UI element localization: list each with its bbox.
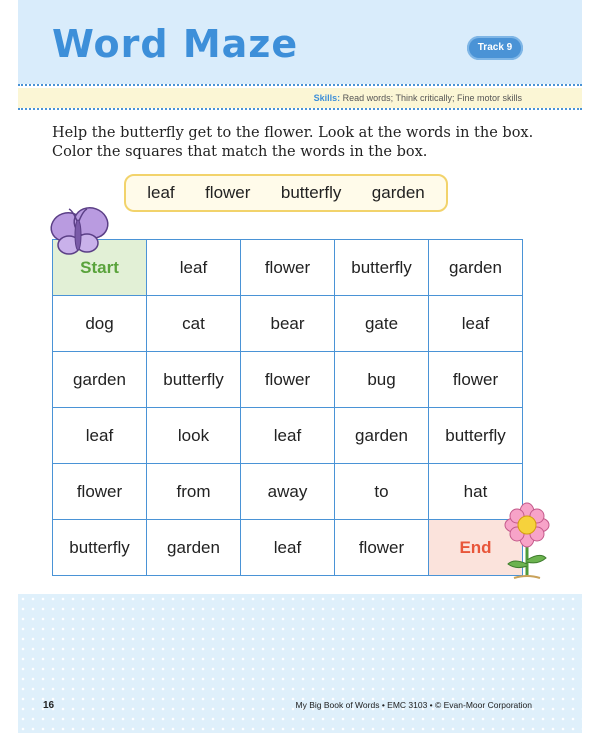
maze-cell[interactable]: butterfly <box>429 408 523 464</box>
maze-cell[interactable]: garden <box>147 520 241 576</box>
word-box-item: flower <box>205 183 251 202</box>
maze-cell[interactable]: flower <box>241 240 335 296</box>
maze-row <box>53 296 523 352</box>
track-badge: Track 9 <box>467 36 523 60</box>
maze-cell[interactable]: garden <box>53 352 147 408</box>
footer-band <box>18 594 582 733</box>
maze-cell[interactable]: flower <box>335 520 429 576</box>
page-number: 16 <box>43 700 55 711</box>
maze-cell[interactable]: flower <box>429 352 523 408</box>
instruction-line: Help the butterfly get to the flower. Look at the words in the box. <box>52 125 534 141</box>
maze-cell[interactable]: leaf <box>53 408 147 464</box>
maze-cell[interactable]: dog <box>53 296 147 352</box>
dotted-divider-bottom <box>18 108 582 110</box>
maze-row <box>53 352 523 408</box>
maze-cell[interactable]: flower <box>53 464 147 520</box>
instructions <box>52 124 552 162</box>
word-box-item: butterfly <box>280 183 342 202</box>
dotted-divider-top <box>18 84 582 86</box>
footer-credit: My Big Book of Words • EMC 3103 • © Evan-Moor Corporation <box>295 700 532 710</box>
page-title: Word Maze <box>52 22 299 66</box>
maze-cell[interactable]: leaf <box>147 240 241 296</box>
maze-row <box>53 408 523 464</box>
skills-bar <box>18 88 582 108</box>
maze-cell[interactable]: leaf <box>241 520 335 576</box>
word-box-item: garden <box>371 183 425 202</box>
maze-cell[interactable]: leaf <box>429 296 523 352</box>
maze-row <box>53 520 523 576</box>
word-box <box>124 174 448 212</box>
maze-cell[interactable]: bug <box>335 352 429 408</box>
maze-cell[interactable]: garden <box>335 408 429 464</box>
maze-row <box>53 240 523 296</box>
maze-cell[interactable]: gate <box>335 296 429 352</box>
butterfly-icon <box>47 205 111 259</box>
maze-cell-end[interactable]: End <box>429 520 523 576</box>
maze-cell[interactable]: butterfly <box>53 520 147 576</box>
maze-cell[interactable]: away <box>241 464 335 520</box>
flower-icon <box>500 502 554 582</box>
maze-cell[interactable]: butterfly <box>147 352 241 408</box>
maze-cell[interactable]: bear <box>241 296 335 352</box>
maze-cell[interactable]: butterfly <box>335 240 429 296</box>
word-maze-grid <box>52 239 523 576</box>
maze-cell[interactable]: flower <box>241 352 335 408</box>
maze-cell[interactable]: look <box>147 408 241 464</box>
maze-cell[interactable]: hat <box>429 464 523 520</box>
skills-text: Read words; Think critically; Fine motor skills <box>342 93 522 103</box>
maze-row <box>53 464 523 520</box>
skills-label: Skills: <box>313 93 341 103</box>
maze-cell[interactable]: cat <box>147 296 241 352</box>
word-box-item: leaf <box>147 183 175 202</box>
maze-cell[interactable]: leaf <box>241 408 335 464</box>
maze-cell[interactable]: from <box>147 464 241 520</box>
instruction-line: Color the squares that match the words in the box. <box>52 144 428 160</box>
maze-cell-start[interactable]: Start <box>53 240 147 296</box>
maze-cell[interactable]: garden <box>429 240 523 296</box>
maze-cell[interactable]: to <box>335 464 429 520</box>
